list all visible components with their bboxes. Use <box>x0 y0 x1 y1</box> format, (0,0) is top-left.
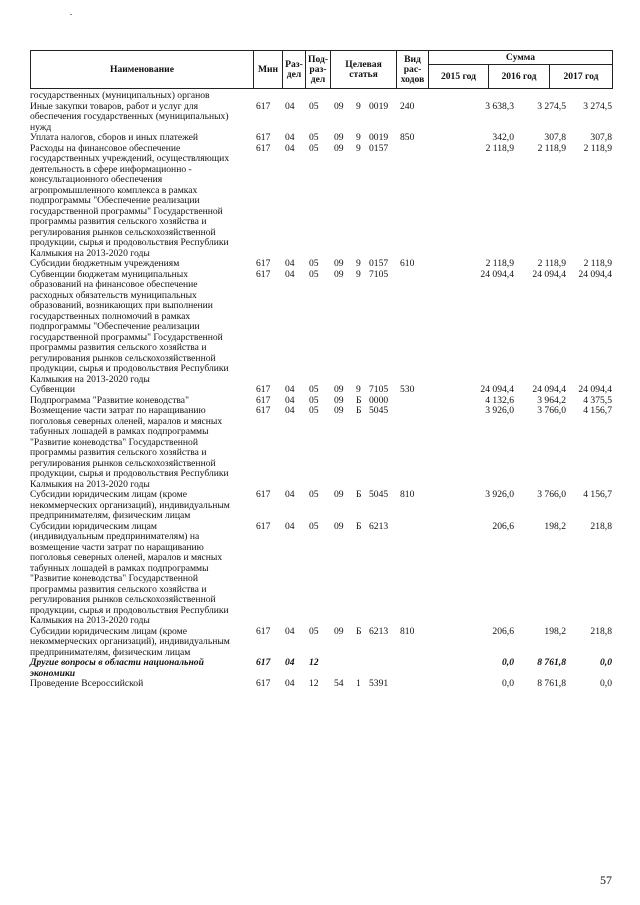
cell-target-sub: Б <box>356 489 362 500</box>
cell-sum-2015: 3 926,0 <box>485 405 514 416</box>
table-row <box>30 91 612 102</box>
table-row <box>30 658 612 679</box>
row-name: Подпрограмма "Развитие коневодства" <box>30 394 189 406</box>
cell-podrazdel: 05 <box>309 142 319 154</box>
header-min: Мин <box>254 51 283 89</box>
cell-expense-type: 850 <box>400 132 415 143</box>
cell-expense-type: 240 <box>400 100 415 112</box>
cell-target-code: 7105 <box>369 384 389 395</box>
table-row <box>30 270 612 386</box>
cell-target-program: 09 <box>334 489 344 500</box>
cell-podrazdel: 05 <box>309 405 319 416</box>
table-row <box>30 627 612 659</box>
cell-sum-2016: 3 766,0 <box>537 405 566 416</box>
cell-razdel: 04 <box>285 520 295 532</box>
cell-min: 617 <box>256 678 271 689</box>
row-name: Субсидии юридическим лицам (кроме некоммерческих организаций), индивидуальным предпринимателям, физическим лицам <box>30 489 230 521</box>
cell-target-program: 09 <box>334 520 344 532</box>
page-number: 57 <box>600 873 612 887</box>
cell-sum-2016: 24 094,4 <box>532 384 566 395</box>
cell-sum-2016: 3 964,2 <box>537 394 566 406</box>
cell-target-program: 09 <box>334 625 344 637</box>
cell-sum-2015: 2 118,9 <box>485 142 514 154</box>
cell-podrazdel: 05 <box>309 132 319 143</box>
cell-sum-2017: 4 156,7 <box>583 405 612 416</box>
cell-min: 617 <box>256 132 271 143</box>
cell-expense-type: 810 <box>400 489 415 500</box>
cell-podrazdel: 05 <box>309 258 319 269</box>
cell-sum-2016: 8 761,8 <box>537 678 566 689</box>
cell-sum-2016: 2 118,9 <box>537 258 566 269</box>
cell-sum-2015: 206,6 <box>492 625 514 637</box>
cell-sum-2017: 3 274,5 <box>583 100 612 112</box>
cell-min: 617 <box>256 625 271 637</box>
cell-target-sub: 9 <box>356 132 361 143</box>
cell-sum-2017: 0,0 <box>600 657 612 668</box>
cell-target-code: 6213 <box>369 520 389 532</box>
cell-target-code: 6213 <box>369 625 389 637</box>
cell-target-sub: 9 <box>356 268 361 280</box>
cell-expense-type: 530 <box>400 384 415 395</box>
header-2016: 2016 год <box>489 65 550 89</box>
table-row <box>30 144 612 260</box>
row-name: Иные закупки товаров, работ и услуг для обеспечения государственных (муниципальных) нужд <box>30 100 229 133</box>
cell-podrazdel: 05 <box>309 100 319 112</box>
cell-min: 617 <box>256 258 271 269</box>
cell-target-program: 09 <box>334 394 344 406</box>
cell-podrazdel: 12 <box>309 657 319 668</box>
cell-sum-2016: 3 274,5 <box>537 100 566 112</box>
cell-target-code: 5391 <box>369 678 389 689</box>
header-summa: Сумма <box>429 51 613 65</box>
cell-sum-2016: 307,8 <box>544 132 566 143</box>
cell-min: 617 <box>256 268 271 280</box>
cell-target-sub: 1 <box>356 678 361 689</box>
cell-expense-type: 810 <box>400 625 415 637</box>
cell-sum-2017: 0,0 <box>600 678 612 689</box>
cell-target-code: 0157 <box>369 142 389 154</box>
row-name: Проведение Всероссийской <box>30 678 144 689</box>
table-row <box>30 522 612 627</box>
cell-razdel: 04 <box>285 132 295 143</box>
cell-sum-2015: 24 094,4 <box>480 268 514 280</box>
cell-target-code: 0157 <box>369 258 389 269</box>
cell-target-sub: Б <box>356 405 362 416</box>
cell-target-sub: 9 <box>356 100 361 112</box>
cell-sum-2015: 0,0 <box>502 657 514 668</box>
row-name: Субвенции <box>30 384 75 395</box>
cell-sum-2017: 4 156,7 <box>583 489 612 500</box>
cell-min: 617 <box>256 100 271 112</box>
cell-sum-2016: 2 118,9 <box>537 142 566 154</box>
cell-sum-2017: 4 375,5 <box>583 394 612 406</box>
cell-podrazdel: 05 <box>309 625 319 637</box>
cell-sum-2017: 307,8 <box>590 132 612 143</box>
cell-sum-2015: 24 094,4 <box>480 384 514 395</box>
row-name: Субсидии юридическим лицам (индивидуальным предпринимателям) на возмещение части затрат по наращиванию поголовья северных оленей, маралов и мясных табунных лошадей в рамках подпрограммы "Развитие коневодства" Государственной программы развития сельского хозяйства и регулирования рынков сельскохозяйственной продукции, сырья и продовольствия Республики Калмыкия на 2013-2020 годы <box>30 520 229 626</box>
cell-razdel: 04 <box>285 268 295 280</box>
header-2015: 2015 год <box>429 65 489 89</box>
cell-sum-2015: 2 118,9 <box>485 258 514 269</box>
cell-target-code: 0019 <box>369 132 389 143</box>
cell-min: 617 <box>256 405 271 416</box>
cell-target-sub: 9 <box>356 142 361 154</box>
cell-target-code: 5045 <box>369 489 389 500</box>
header-2017: 2017 год <box>550 65 613 89</box>
cell-target-program: 09 <box>334 405 344 416</box>
table-body <box>30 91 612 690</box>
row-name: Субсидии бюджетным учреждениям <box>30 258 180 269</box>
cell-min: 617 <box>256 142 271 154</box>
cell-sum-2017: 218,8 <box>590 520 612 532</box>
cell-min: 617 <box>256 394 271 406</box>
cell-min: 617 <box>256 384 271 395</box>
header-vid: Вид рас- ходов <box>397 51 429 89</box>
scan-speck <box>70 14 72 15</box>
cell-sum-2017: 2 118,9 <box>583 258 612 269</box>
cell-sum-2017: 24 094,4 <box>578 384 612 395</box>
cell-target-code: 0019 <box>369 100 389 112</box>
cell-razdel: 04 <box>285 625 295 637</box>
cell-target-sub: 9 <box>356 258 361 269</box>
row-name: Субвенции бюджетам муниципальных образований на финансовое обеспечение расходных обязательств муниципальных образований, возникающих при выполнении государственных полномочий в рамках подпрограммы "Обеспечение реализации государственной программы" Государственной программы развития сельского хозяйства и регулирования рынков сельскохозяйственной продукции, сырья и продовольствия Республики Калмыкия на 2013-2020 годы <box>30 268 229 385</box>
cell-min: 617 <box>256 657 271 668</box>
table-row <box>30 385 612 396</box>
cell-sum-2015: 4 132,6 <box>485 394 514 406</box>
cell-sum-2016: 24 094,4 <box>532 268 566 280</box>
table-row <box>30 679 612 690</box>
header-celevaya: Целевая статья <box>331 51 397 89</box>
cell-target-program: 09 <box>334 268 344 280</box>
cell-razdel: 04 <box>285 384 295 395</box>
cell-podrazdel: 05 <box>309 384 319 395</box>
cell-razdel: 04 <box>285 394 295 406</box>
header-podrazdel: Под- раз- дел <box>306 51 331 89</box>
cell-target-sub: Б <box>356 394 362 406</box>
row-name: Возмещение части затрат по наращиванию поголовья северных оленей, маралов и мясных табунных лошадей в рамках подпрограммы "Развитие коневодства" Государственной программы развития сельского хозяйства и регулирования рынков сельскохозяйственной продукции, сырья и продовольствия Республики Калмыкия на 2013-2020 годы <box>30 405 229 490</box>
cell-sum-2015: 342,0 <box>492 132 514 143</box>
cell-expense-type: 610 <box>400 258 415 269</box>
row-name: Другие вопросы в области национальной экономики <box>30 657 204 679</box>
cell-sum-2015: 3 638,3 <box>485 100 514 112</box>
cell-razdel: 04 <box>285 489 295 500</box>
cell-target-code: 7105 <box>369 268 389 280</box>
cell-sum-2016: 3 766,0 <box>537 489 566 500</box>
table-header <box>30 50 613 89</box>
cell-target-program: 09 <box>334 258 344 269</box>
cell-target-program: 09 <box>334 100 344 112</box>
cell-target-program: 09 <box>334 142 344 154</box>
cell-sum-2015: 206,6 <box>492 520 514 532</box>
cell-razdel: 04 <box>285 405 295 416</box>
header-name: Наименование <box>31 51 254 89</box>
cell-target-program: 09 <box>334 384 344 395</box>
cell-min: 617 <box>256 489 271 500</box>
cell-target-program: 54 <box>334 678 344 689</box>
table-row <box>30 406 612 490</box>
cell-razdel: 04 <box>285 142 295 154</box>
table-row <box>30 490 612 522</box>
cell-sum-2017: 24 094,4 <box>578 268 612 280</box>
cell-sum-2016: 8 761,8 <box>537 657 566 668</box>
row-name: Субсидии юридическим лицам (кроме некоммерческих организаций), индивидуальным предпринимателям, физическим лицам <box>30 625 230 658</box>
cell-podrazdel: 05 <box>309 268 319 280</box>
cell-target-sub: Б <box>356 520 362 532</box>
cell-razdel: 04 <box>285 258 295 269</box>
row-name: Расходы на финансовое обеспечение государственных учреждений, осуществляющих деятельность в сфере информационно - консультационного обеспечения агропромышленного комплекса в рамках подпрограммы "Обеспечение реализации государственной программы" Государственной программы развития сельского хозяйства и регулирования рынков сельскохозяйственной продукции, сырья и продовольствия Республики Калмыкия на 2013-2020 годы <box>30 142 230 259</box>
table-row <box>30 102 612 134</box>
cell-target-program: 09 <box>334 132 344 143</box>
row-name: Уплата налогов, сборов и иных платежей <box>30 132 199 143</box>
cell-podrazdel: 12 <box>309 678 319 689</box>
cell-sum-2017: 218,8 <box>590 625 612 637</box>
cell-sum-2015: 0,0 <box>502 678 514 689</box>
cell-target-code: 5045 <box>369 405 389 416</box>
cell-podrazdel: 05 <box>309 489 319 500</box>
cell-podrazdel: 05 <box>309 394 319 406</box>
cell-razdel: 04 <box>285 100 295 112</box>
cell-target-sub: Б <box>356 625 362 637</box>
cell-sum-2016: 198,2 <box>544 625 566 637</box>
table-row <box>30 259 612 270</box>
cell-target-sub: 9 <box>356 384 361 395</box>
cell-razdel: 04 <box>285 678 295 689</box>
header-razdel: Раз- дел <box>283 51 306 89</box>
cell-sum-2017: 2 118,9 <box>583 142 612 154</box>
cell-sum-2015: 3 926,0 <box>485 489 514 500</box>
row-name: государственных (муниципальных) органов <box>30 90 210 101</box>
cell-min: 617 <box>256 520 271 532</box>
cell-podrazdel: 05 <box>309 520 319 532</box>
cell-sum-2016: 198,2 <box>544 520 566 532</box>
cell-razdel: 04 <box>285 657 295 668</box>
table-row <box>30 133 612 144</box>
cell-target-code: 0000 <box>369 394 389 406</box>
